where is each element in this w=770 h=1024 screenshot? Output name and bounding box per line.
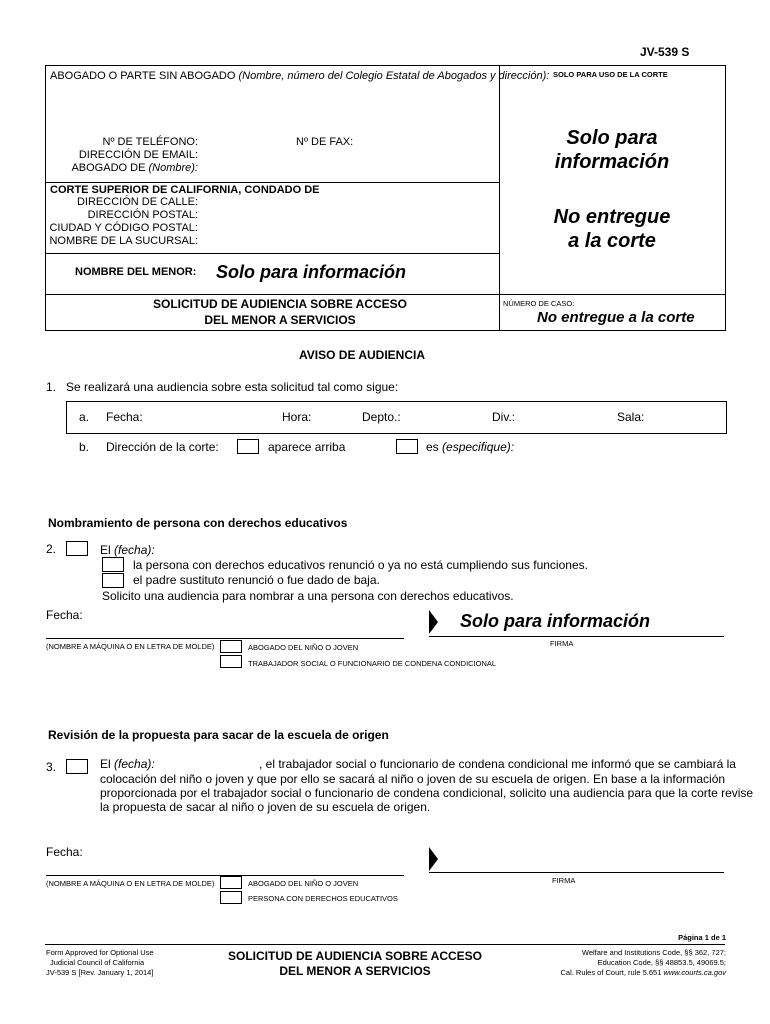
fax-label: Nº DE FAX: bbox=[296, 136, 354, 148]
section2-signature-value[interactable]: Solo para información bbox=[460, 611, 651, 631]
section2-role1-label: ABOGADO DEL NIÑO O JOVEN bbox=[248, 643, 359, 652]
section3-role2-checkbox[interactable] bbox=[220, 891, 242, 904]
court-use-label: SOLO PARA USO DE LA CORTE bbox=[553, 70, 668, 79]
section2-opt2-text: el padre sustituto renunció o fue dado de baja. bbox=[133, 573, 380, 587]
section3-line1: , el trabajador social o funcionario de condena condicional me informó que se cambiará la bbox=[259, 757, 736, 771]
section2-role1-checkbox[interactable] bbox=[220, 640, 242, 653]
stamp-info: Solo para información bbox=[554, 127, 670, 173]
hearing-time-label[interactable]: Hora: bbox=[282, 410, 312, 424]
footer-approved: Form Approved for Optional Use Judicial Council of California JV-539 S [Rev. January 1, 2014] bbox=[46, 948, 154, 977]
mailing-label: DIRECCIÓN POSTAL: bbox=[87, 209, 198, 221]
other-address-label: es (especifique): bbox=[426, 440, 515, 454]
court-title: CORTE SUPERIOR DE CALIFORNIA, CONDADO DE bbox=[50, 184, 320, 196]
section2-opt2-checkbox[interactable] bbox=[102, 573, 124, 588]
other-address-checkbox[interactable] bbox=[396, 439, 418, 454]
item1-number: 1. bbox=[46, 380, 57, 394]
section2-checkbox[interactable] bbox=[66, 541, 88, 556]
section2-print-name-label: (NOMBRE A MÁQUINA O EN LETRA DE MOLDE) bbox=[46, 642, 215, 651]
courts-link[interactable]: www.courts.ca.gov bbox=[663, 968, 726, 977]
section2-heading: Nombramiento de persona con derechos educativos bbox=[48, 516, 348, 530]
section3-line2: colocación del niño o joven y que por ello se sacará al niño o joven de su escuela de origen. En base a la información bbox=[100, 772, 726, 786]
section2-on-date: El (fecha): bbox=[100, 543, 155, 557]
section3-line1-date: El (fecha): bbox=[100, 757, 155, 771]
section2-opt1-checkbox[interactable] bbox=[102, 557, 124, 572]
same-as-above-checkbox[interactable] bbox=[237, 439, 259, 454]
court-address-label: Dirección de la corte: bbox=[106, 440, 219, 454]
item-b-letter: b. bbox=[79, 440, 90, 454]
attorney-for-label: ABOGADO DE (Nombre): bbox=[71, 162, 198, 174]
hearing-room-label[interactable]: Sala: bbox=[617, 410, 645, 424]
section2-opt1-text: la persona con derechos educativos renunció o ya no está cumpliendo sus funciones. bbox=[133, 558, 588, 572]
stamp-no-deliver: No entregue a la corte bbox=[553, 206, 671, 252]
notice-title: AVISO DE AUDIENCIA bbox=[299, 348, 426, 362]
hearing-dept-label[interactable]: Depto.: bbox=[362, 410, 401, 424]
section2-role2-checkbox[interactable] bbox=[220, 655, 242, 668]
section3-heading: Revisión de la propuesta para sacar de la escuela de origen bbox=[48, 728, 389, 742]
section3-role2-label: PERSONA CON DERECHOS EDUCATIVOS bbox=[248, 894, 398, 903]
sign-here-arrow-icon bbox=[429, 847, 438, 871]
section3-role1-checkbox[interactable] bbox=[220, 876, 242, 889]
item-a-letter: a. bbox=[79, 410, 90, 424]
caption-line-1 bbox=[45, 182, 499, 183]
section3-number: 3. bbox=[46, 760, 57, 774]
case-number-value[interactable]: No entregue a la corte bbox=[537, 309, 695, 326]
section3-checkbox[interactable] bbox=[66, 759, 88, 774]
same-as-above-label: aparece arriba bbox=[268, 440, 346, 454]
section2-date-label: Fecha: bbox=[46, 608, 83, 622]
child-name-label: NOMBRE DEL MENOR: bbox=[75, 266, 197, 278]
section2-request: Solicito una audiencia para nombrar a una persona con derechos educativos. bbox=[102, 589, 514, 603]
phone-label: Nº DE TELÉFONO: bbox=[102, 136, 198, 148]
caption-line-2 bbox=[45, 253, 499, 254]
section3-line4: la propuesta de sacar al niño o joven de su escuela de origen. bbox=[100, 800, 431, 814]
footer-line bbox=[45, 944, 725, 945]
child-name-value[interactable]: Solo para información bbox=[216, 262, 407, 282]
footer-codes: Welfare and Institutions Code, §§ 362, 727; Education Code, §§ 48853.5, 49069.5; Cal. Rules of Court, rule 5.651 www.courts.ca.gov bbox=[560, 948, 726, 977]
branch-label: NOMBRE DE LA SUCURSAL: bbox=[49, 235, 198, 247]
form-title: SOLICITUD DE AUDIENCIA SOBRE ACCESO DEL MENOR A SERVICIOS bbox=[152, 297, 407, 327]
city-zip-label: CIUDAD Y CÓDIGO POSTAL: bbox=[49, 222, 198, 234]
hearing-date-label[interactable]: Fecha: bbox=[106, 410, 143, 424]
caption-divider bbox=[499, 65, 500, 330]
section2-name-line bbox=[46, 638, 404, 639]
email-label: DIRECCIÓN DE EMAIL: bbox=[78, 149, 198, 161]
street-label: DIRECCIÓN DE CALLE: bbox=[76, 196, 198, 208]
form-id: JV-539 S bbox=[640, 45, 690, 59]
section3-role1-label: ABOGADO DEL NIÑO O JOVEN bbox=[248, 879, 359, 888]
section2-signature-line bbox=[429, 636, 724, 637]
page-number: Página 1 de 1 bbox=[678, 933, 726, 942]
section3-print-name-label: (NOMBRE A MÁQUINA O EN LETRA DE MOLDE) bbox=[46, 879, 215, 888]
section3-date-label: Fecha: bbox=[46, 845, 83, 859]
section2-role2-label: TRABAJADOR SOCIAL O FUNCIONARIO DE CONDENA CONDICIONAL bbox=[248, 659, 497, 668]
item1-text: Se realizará una audiencia sobre esta solicitud tal como sigue: bbox=[66, 380, 399, 394]
sign-here-arrow-icon bbox=[429, 610, 438, 634]
section3-line3: proporcionada por el trabajador social o funcionario de condena condicional, solicito una audiencia para que la corte revise bbox=[100, 786, 754, 800]
caption-line-3 bbox=[45, 294, 725, 295]
case-number-label: NÚMERO DE CASO: bbox=[503, 299, 575, 308]
section3-signature-label: FIRMA bbox=[552, 876, 576, 885]
section2-signature-label: FIRMA bbox=[550, 639, 574, 648]
section3-signature-line bbox=[429, 872, 724, 873]
section2-number: 2. bbox=[46, 542, 57, 556]
footer-title: SOLICITUD DE AUDIENCIA SOBRE ACCESO DEL MENOR A SERVICIOS bbox=[227, 949, 482, 978]
attorney-label: ABOGADO O PARTE SIN ABOGADO (Nombre, número del Colegio Estatal de Abogados y dirección): bbox=[50, 70, 550, 82]
hearing-div-label[interactable]: Div.: bbox=[492, 410, 516, 424]
